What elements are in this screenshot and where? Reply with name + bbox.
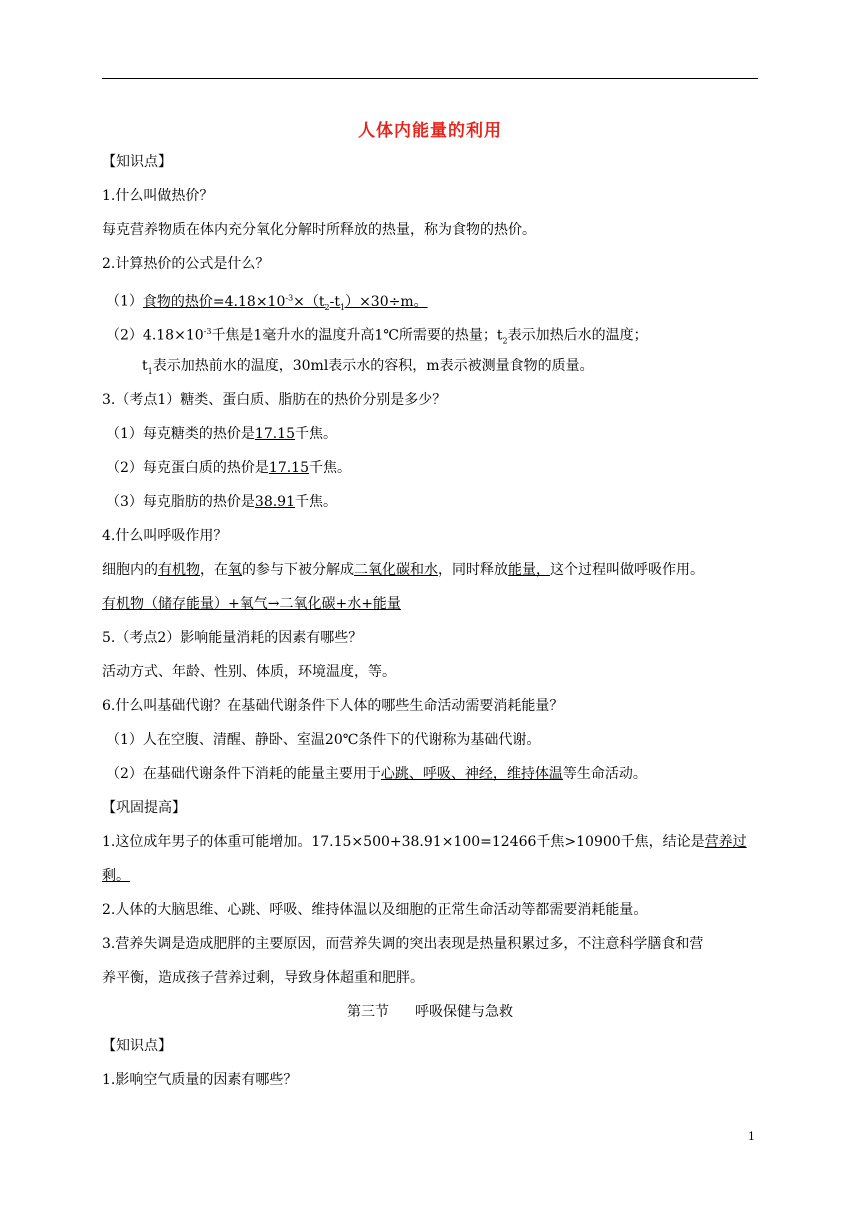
answer-3-1-pre: （1）每克糖类的热价是: [106, 426, 255, 442]
section-3-title: [0, 1002, 860, 1022]
formula-2-exponent: -3: [203, 327, 212, 336]
section-heading-knowledge-2: 【知识点】: [102, 1038, 172, 1054]
question-3: 3.（考点1）糖类、蛋白质、脂肪在的热价分别是多少？: [102, 392, 447, 408]
section-3-name: 呼吸保健与急救: [415, 1004, 513, 1020]
answer-6-2: [106, 764, 647, 784]
answer-3-1-value: 17.15: [254, 426, 296, 442]
header-rule: [102, 78, 758, 79]
formula-3-text-a: t: [142, 358, 148, 374]
answer-3-2-value: 17.15: [268, 460, 310, 476]
answer-6-1: （1）人在空腹、清醒、静卧、室温20℃条件下的代谢称为基础代谢。: [106, 732, 541, 748]
answer-3-1: [106, 424, 337, 444]
consolidate-3-line-2: 养平衡，造成孩子营养过剩，导致身体超重和肥胖。: [102, 970, 424, 986]
answer-3-3-post: 千焦。: [295, 494, 338, 510]
answer-4-blank-3: 二氧化碳和水: [354, 562, 438, 578]
consolidate-1-conclusion: 营养过: [704, 834, 747, 850]
answer-3-3-pre: （3）每克脂肪的热价是: [106, 494, 255, 510]
answer-3-1-post: 千焦。: [295, 426, 338, 442]
answer-3-2-post: 千焦。: [309, 460, 352, 476]
question-4: 4.什么叫呼吸作用？: [102, 528, 228, 544]
consolidate-1-line-1: [102, 832, 747, 852]
answer-4-text-4: ，同时释放: [438, 562, 508, 578]
answer-4-text-5: 这个过程叫做呼吸作用。: [550, 562, 704, 578]
formula-1-number: （1）: [106, 293, 143, 310]
answer-4-text-1: 细胞内的: [102, 562, 158, 578]
formula-2-text-a: 4.18×10: [142, 327, 204, 344]
answer-4-text-3: 的参与下被分解成: [242, 562, 354, 578]
answer-4-blank-2: 氧: [228, 562, 242, 578]
consolidate-3-line-1: 3.营养失调是造成肥胖的主要原因，而营养失调的突出表现是热量积累过多，不注意科学膳食和营: [102, 936, 704, 952]
answer-3-2-pre: （2）每克蛋白质的热价是: [106, 460, 269, 476]
consolidate-2: 2.人体的大脑思维、心跳、呼吸、维持体温以及细胞的正常生命活动等都需要消耗能量。: [102, 902, 648, 918]
formula-text-end: ）×30÷m。: [345, 293, 428, 310]
formula-line-1: [106, 288, 428, 317]
answer-3-3: [106, 492, 337, 512]
formula-text-mid: ×（t: [293, 293, 325, 310]
formula-text: 食物的热价=4.18×10: [142, 293, 286, 310]
section-3-question-1: 1.影响空气质量的因素有哪些？: [102, 1072, 298, 1088]
answer-4-blank-4: 能量，: [508, 562, 550, 578]
formula-2-text-c: 表示加热后水的温度；: [507, 327, 648, 344]
formula-subscript-1: 1: [339, 302, 346, 312]
consolidate-1-line-2: 剩。: [102, 868, 130, 884]
page-title: 人体内能量的利用: [358, 121, 502, 141]
section-3-number: 第三节: [347, 1004, 389, 1020]
formula-text-dash: -t: [329, 293, 340, 310]
question-1: 1.什么叫做热价？: [102, 188, 214, 204]
consolidate-1-text: 1.这位成年男子的体重可能增加。17.15×500+38.91×100=12466千焦>10900千焦，结论是: [102, 834, 705, 850]
formula-1-body: [143, 294, 428, 310]
formula-3-subscript: 1: [147, 366, 153, 376]
answer-1: 每克营养物质在体内充分氧化分解时所释放的热量，称为食物的热价。: [102, 222, 536, 238]
question-2: 2.计算热价的公式是什么？: [102, 256, 270, 272]
respiration-equation: 有机物（储存能量）+氧气→二氧化碳+水+能量: [102, 596, 401, 612]
answer-6-2-pre: （2）在基础代谢条件下消耗的能量主要用于: [106, 766, 381, 782]
formula-subscript-2: 2: [324, 302, 330, 312]
answer-4: [102, 560, 704, 580]
formula-3-text-b: 表示加热前水的温度，30ml表示水的容积，m表示被测量食物的质量。: [152, 358, 594, 374]
page-number: 1: [748, 1130, 755, 1143]
answer-5: 活动方式、年龄、性别、体质，环境温度，等。: [102, 664, 396, 680]
answer-6-2-post: 等生命活动。: [562, 766, 647, 782]
section-heading-consolidate: 【巩固提高】: [102, 800, 186, 816]
answer-3-3-value: 38.91: [254, 494, 296, 510]
formula-line-3: [142, 356, 594, 382]
answer-6-2-blank: 心跳、呼吸、神经，维持体温: [380, 766, 563, 782]
answer-3-2: [106, 458, 351, 478]
question-5: 5.（考点2）影响能量消耗的因素有哪些？: [102, 630, 363, 646]
formula-2-number: （2）: [106, 327, 143, 344]
formula-exponent: -3: [285, 293, 294, 302]
formula-2-subscript: 2: [502, 336, 508, 346]
formula-2-text-b: 千焦是1毫升水的温度升高1℃所需要的热量；t: [211, 327, 503, 344]
answer-4-blank-1: 有机物: [158, 562, 200, 578]
section-heading-knowledge: 【知识点】: [102, 154, 172, 170]
formula-line-2: [106, 322, 648, 351]
question-6: 6.什么叫基础代谢？在基础代谢条件下人体的哪些生命活动需要消耗能量？: [102, 698, 564, 714]
answer-4-text-2: ，在: [200, 562, 228, 578]
